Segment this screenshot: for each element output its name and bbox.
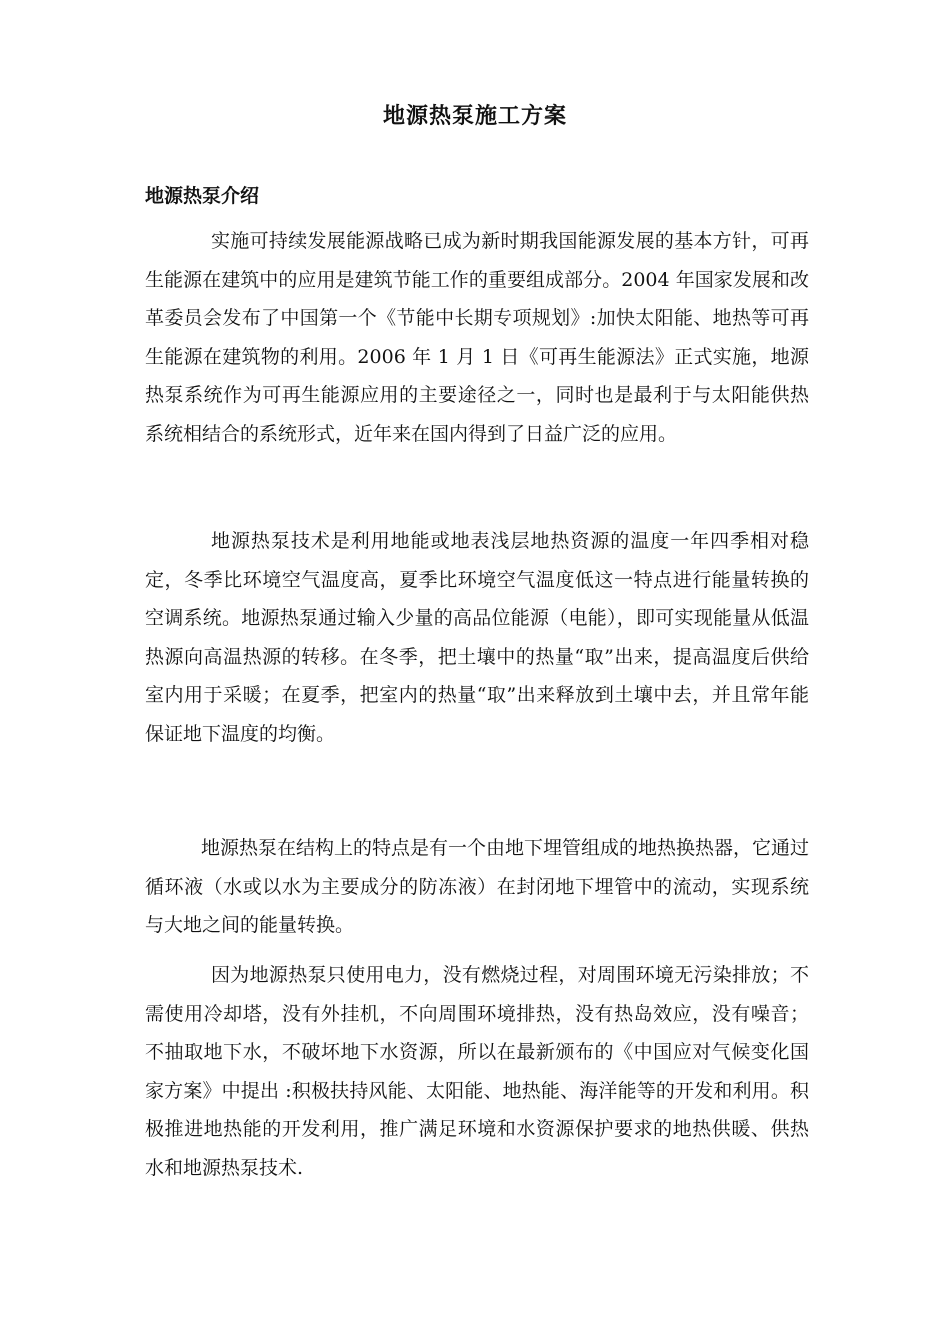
section-heading: 地源热泵介绍 xyxy=(145,185,260,207)
paragraph-4: 因为地源热泵只使用电力，没有燃烧过程，对周围环境无污染排放；不需使用冷却塔，没有外挂机，不向周围环境排热，没有热岛效应，没有噪音；不抽取地下水，不破坏地下水资源，所以在最新颁布的《中国应对气候变化国家方案》中提出 :积极扶持风能、太阳能、地热能、海洋能等的开发和利用。积极推进地热能的开发利用，推广满足环境和水资源保护要求的地热供暖、供热水和地源热泵技术. xyxy=(145,964,809,1179)
paragraph-2: 地源热泵技术是利用地能或地表浅层地热资源的温度一年四季相对稳定，冬季比环境空气温度高，夏季比环境空气温度低这一特点进行能量转换的空调系统。地源热泵通过输入少量的高品位能源（电能），即可实现能量从低温热源向高温热源的转移。在冬季，把土壤中的热量“取”出来，提高温度后供给室内用于采暖；在夏季，把室内的热量“取”出来释放到土壤中去，并且常年能保证地下温度的均衡。 xyxy=(145,530,809,745)
document-title: 地源热泵施工方案 xyxy=(382,104,567,129)
paragraph-1: 实施可持续发展能源战略已成为新时期我国能源发展的基本方针，可再生能源在建筑中的应用是建筑节能工作的重要组成部分。2004 年国家发展和改革委员会发布了中国第一个《节能中长期专项规划》:加快太阳能、地热等可再生能源在建筑物的利用。2006 年 1 月 1 日《可再生能源法》正式实施，地源热泵系统作为可再生能源应用的主要途径之一，同时也是最利于与太阳能供热系统相结合的系统形式，近年来在国内得到了日益广泛的应用。 xyxy=(145,230,809,445)
paragraph-3: 地源热泵在结构上的特点是有一个由地下埋管组成的地热换热器，它通过循环液（水或以水为主要成分的防冻液）在封闭地下埋管中的流动，实现系统与大地之间的能量转换。 xyxy=(145,837,810,936)
